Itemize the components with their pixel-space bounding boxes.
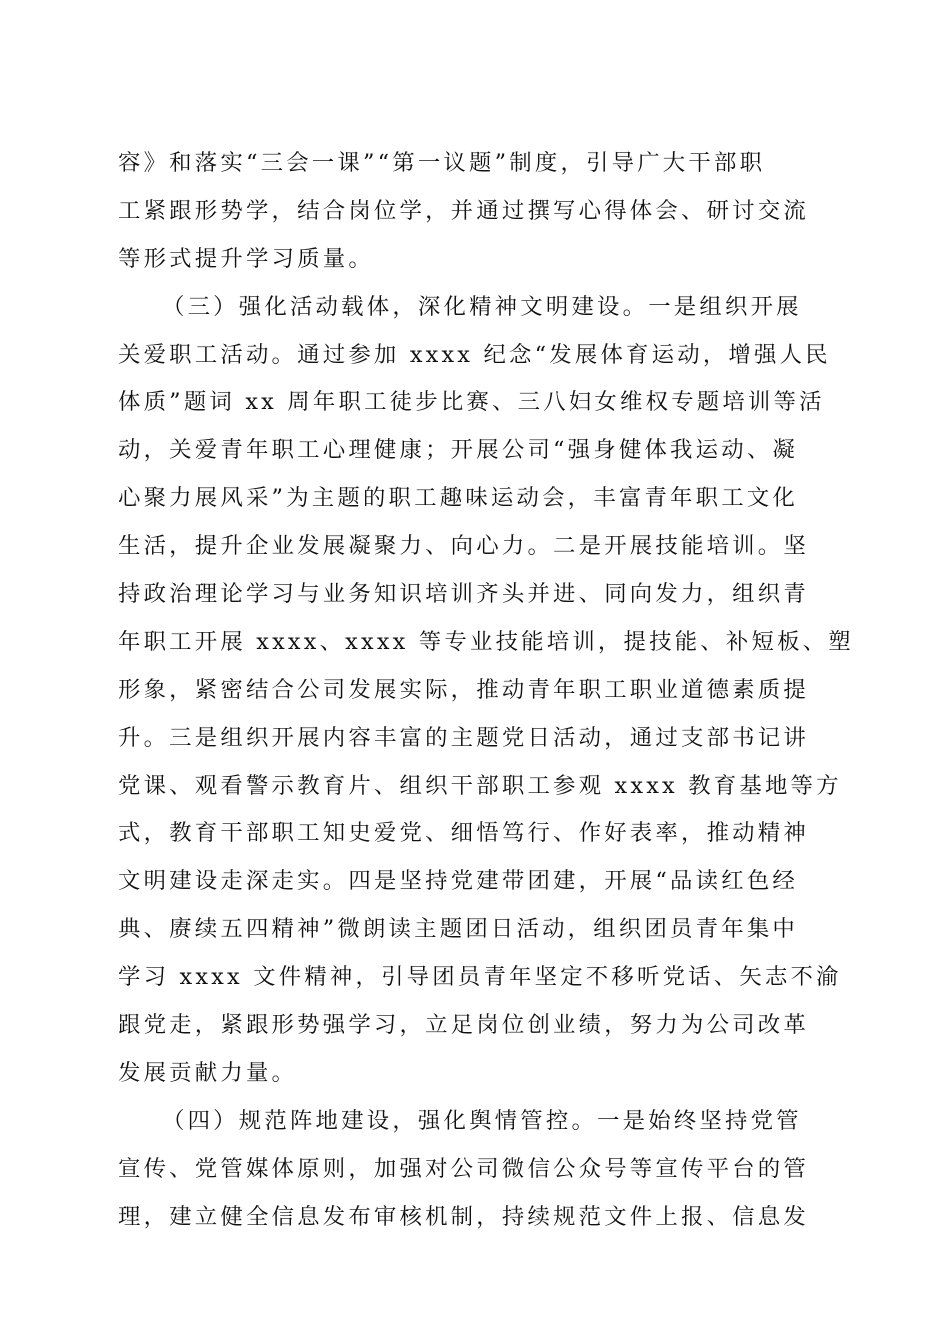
text-line: 跟党走，紧跟形势强学习，立足岗位创业绩，努力为公司改革 xyxy=(118,1012,809,1039)
text-line: 式，教育干部职工知史爱党、细悟笃行、作好表率，推动精神 xyxy=(118,820,809,847)
text-line: 生活，提升企业发展凝聚力、向心力。二是开展技能培训。坚 xyxy=(118,533,809,560)
text-line: 关爱职工活动。通过参加 xxxx 纪念“发展体育运动，增强人民 xyxy=(118,341,831,368)
section-3-heading-line: （三）强化活动载体，深化精神文明建设。一是组织开展 xyxy=(162,293,802,320)
text-line: 动，关爱青年职工心理健康；开展公司“强身健体我运动、凝 xyxy=(118,437,799,464)
text-line: 典、赓续五四精神”微朗读主题团日活动，组织团员青年集中 xyxy=(118,916,799,943)
text-line: 发展贡献力量。 xyxy=(118,1059,298,1086)
text-line: 文明建设走深走实。四是坚持党建带团建，开展“品读红色经 xyxy=(118,868,799,895)
text-line: 宣传、党管媒体原则，加强对公司微信公众号等宣传平台的管 xyxy=(118,1155,809,1182)
text-line: 持政治理论学习与业务知识培训齐头并进、同向发力，组织青 xyxy=(118,581,809,608)
section-4-heading-line: （四）规范阵地建设，强化舆情管控。一是始终坚持党管 xyxy=(162,1107,802,1134)
body-text xyxy=(118,140,854,1241)
text-line: 心聚力展风采”为主题的职工趣味运动会，丰富青年职工文化 xyxy=(118,485,799,512)
text-line: 党课、观看警示教育片、组织干部职工参观 xxxx 教育基地等方 xyxy=(118,772,842,799)
text-line: 年职工开展 xxxx、xxxx 等专业技能培训，提技能、补短板、塑 xyxy=(118,628,854,655)
text-line: 升。三是组织开展内容丰富的主题党日活动，通过支部书记讲 xyxy=(118,724,809,751)
text-line: 体质”题词 xx 周年职工徒步比赛、三八妇女维权专题培训等活 xyxy=(118,389,825,416)
text-line: 容》和落实“三会一课”“第一议题”制度，引导广大干部职 xyxy=(118,150,766,176)
text-line: 工紧跟形势学，结合岗位学，并通过撰写心得体会、研讨交流 xyxy=(118,197,809,224)
text-line: 理，建立健全信息发布审核机制，持续规范文件上报、信息发 xyxy=(118,1203,809,1230)
text-line: 学习 xxxx 文件精神，引导团员青年坚定不移听党话、矢志不渝 xyxy=(118,964,842,991)
text-line: 等形式提升学习质量。 xyxy=(118,245,374,272)
text-line: 形象，紧密结合公司发展实际，推动青年职工职业道德素质提 xyxy=(118,676,809,703)
